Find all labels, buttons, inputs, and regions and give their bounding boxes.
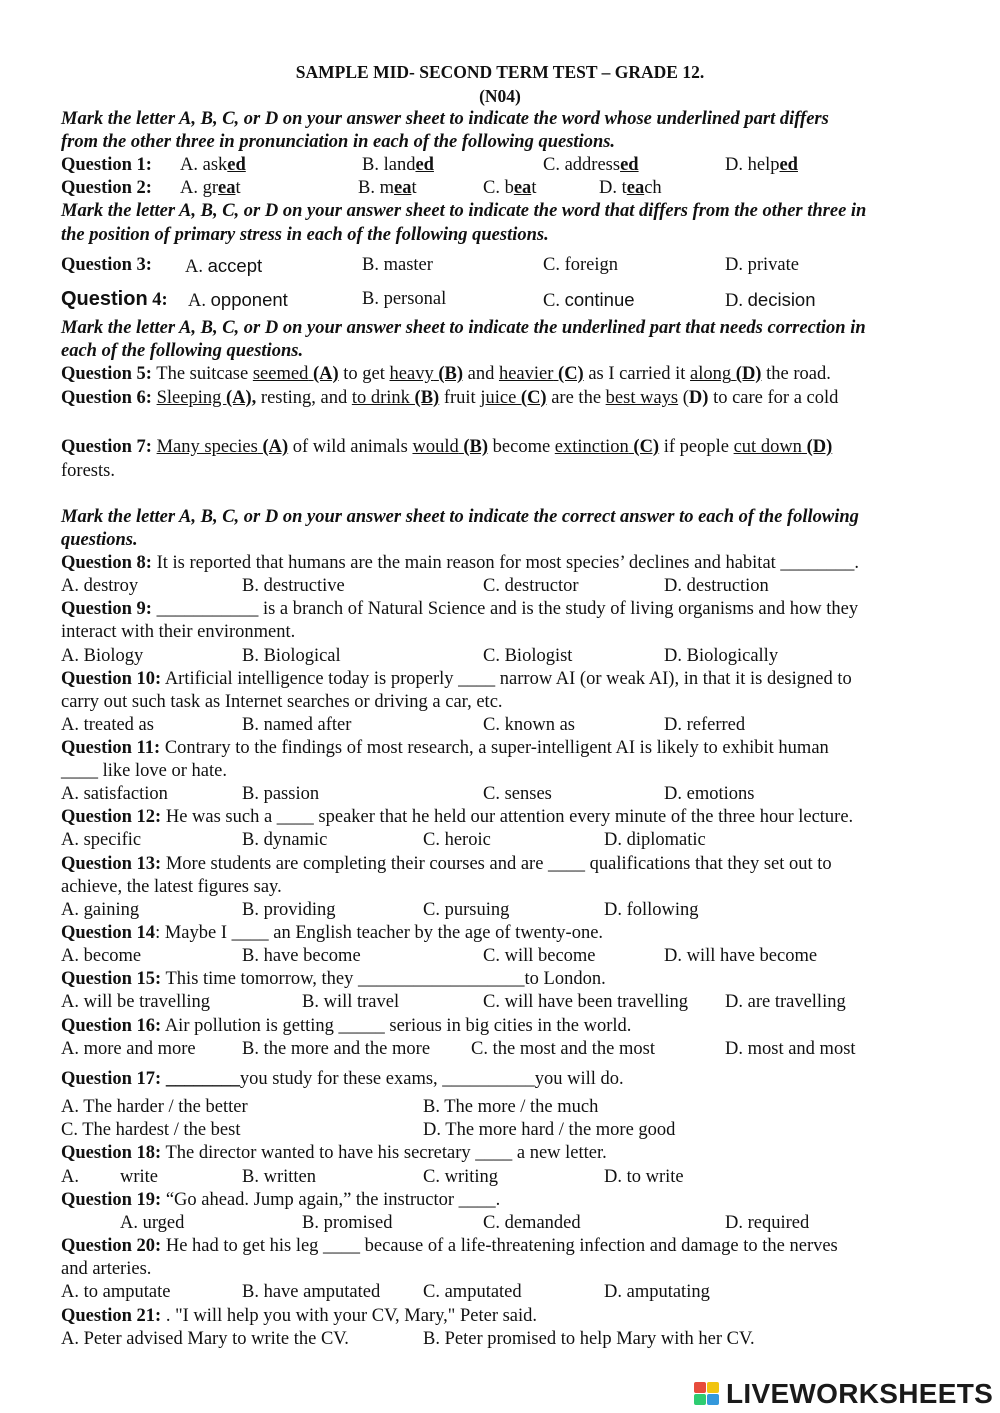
option-b[interactable]: B. dynamic	[242, 830, 328, 850]
option-a[interactable]: write	[120, 1167, 159, 1187]
option-d[interactable]: D. following	[604, 900, 699, 920]
option-c[interactable]: C. Biologist	[483, 646, 573, 666]
option-b[interactable]: B. master	[362, 255, 433, 275]
option-a[interactable]: A. will be travelling	[61, 992, 210, 1012]
question-label: Question 3:	[61, 255, 152, 275]
instruction-correction-2: each of the following questions.	[61, 341, 304, 361]
instruction-correction-1: Mark the letter A, B, C, or D on your answer sheet to indicate the underlined part that needs correction in	[61, 318, 866, 338]
option-b[interactable]: heavy (B)	[389, 364, 463, 384]
question-17: Question 17: ________you study for these exams, __________you will do.	[61, 1069, 624, 1089]
option-d[interactable]: D. helped	[725, 155, 798, 175]
option-c[interactable]: C. pursuing	[423, 900, 510, 920]
option-a[interactable]: A. satisfaction	[61, 784, 168, 804]
option-b[interactable]: B. have become	[242, 946, 361, 966]
option-a[interactable]: A. more and more	[61, 1039, 196, 1059]
option-c[interactable]: C. will have been travelling	[483, 992, 688, 1012]
option-a[interactable]: A. great	[180, 178, 241, 198]
option-c[interactable]: C. demanded	[483, 1213, 581, 1233]
question-20-line-2: and arteries.	[61, 1259, 152, 1279]
option-c[interactable]: C. addressed	[543, 155, 639, 175]
instruction-pronunciation-2: from the other three in pronunciation in each of the following questions.	[61, 132, 616, 152]
option-a[interactable]: Many species (A)	[156, 437, 289, 457]
option-a[interactable]: A. gaining	[61, 900, 140, 920]
option-d[interactable]: D. teach	[599, 178, 662, 198]
question-2	[61, 177, 941, 200]
option-a[interactable]: A. asked	[180, 155, 246, 175]
option-c[interactable]: heavier (C)	[498, 364, 584, 384]
question-21: Question 21: . "I will help you with your CV, Mary," Peter said.	[61, 1306, 538, 1326]
option-b[interactable]: B. personal	[362, 289, 447, 309]
option-a[interactable]: A. The harder / the better	[61, 1097, 248, 1117]
option-d[interactable]: D. decision	[725, 289, 816, 311]
option-a[interactable]: A. specific	[61, 830, 142, 850]
option-d[interactable]: D. most and most	[725, 1039, 856, 1059]
option-d[interactable]: D. referred	[664, 715, 746, 735]
question-3	[61, 254, 941, 277]
option-a-letter[interactable]: A.	[61, 1167, 79, 1187]
option-a[interactable]: A. Biology	[61, 646, 144, 666]
option-b[interactable]: to drink (B)	[351, 388, 440, 408]
question-13: Question 13: More students are completing their courses and are ____ qualifications that they set out to	[61, 854, 832, 874]
option-d[interactable]: D. The more hard / the more good	[423, 1120, 676, 1140]
option-a[interactable]: A. destroy	[61, 576, 139, 596]
option-d[interactable]: D. private	[725, 255, 799, 275]
test-code: (N04)	[479, 86, 521, 106]
question-6: Question 6: Sleeping (A), resting, and to drink (B) fruit juice (C) are the best ways (D) to care for a cold	[61, 388, 839, 408]
question-9: Question 9: ___________ is a branch of Natural Science and is the study of living organisms and how they	[61, 599, 859, 619]
option-a[interactable]: A. accept	[185, 255, 263, 277]
question-9-line-2: interact with their environment.	[61, 622, 296, 642]
option-b[interactable]: would (B)	[412, 437, 489, 457]
option-d[interactable]: D. diplomatic	[604, 830, 706, 850]
question-5: Question 5: The suitcase seemed (A) to get heavy (B) and heavier (C) as I carried it along (D) the road.	[61, 364, 831, 384]
instruction-choice-2: questions.	[61, 530, 138, 550]
option-b[interactable]: B. the more and the more	[242, 1039, 431, 1059]
option-a[interactable]: A. urged	[120, 1213, 185, 1233]
question-8: Question 8: It is reported that humans are the main reason for most species’ declines and habitat ________.	[61, 553, 860, 573]
option-c[interactable]: C. foreign	[543, 255, 619, 275]
option-a[interactable]: seemed (A)	[252, 364, 339, 384]
option-b[interactable]: B. destructive	[242, 576, 345, 596]
option-d[interactable]: best ways	[605, 388, 679, 408]
option-b[interactable]: B. landed	[362, 155, 434, 175]
option-b[interactable]: B. providing	[242, 900, 336, 920]
instruction-stress-1: Mark the letter A, B, C, or D on your answer sheet to indicate the word that differs from the other three in	[61, 201, 867, 221]
option-b[interactable]: B. meat	[358, 178, 417, 198]
option-c[interactable]: C. continue	[543, 289, 635, 311]
instruction-stress-2: the position of primary stress in each of the following questions.	[61, 225, 549, 245]
option-c[interactable]: C. will become	[483, 946, 596, 966]
question-label: Question 4:	[61, 288, 168, 310]
option-b[interactable]: B. Biological	[242, 646, 341, 666]
question-16: Question 16: Air pollution is getting _____ serious in big cities in the world.	[61, 1016, 632, 1036]
question-19: Question 19: “Go ahead. Jump again,” the instructor ____.	[61, 1190, 501, 1210]
option-c[interactable]: C. known as	[483, 715, 575, 735]
option-d[interactable]: D. destruction	[664, 576, 769, 596]
option-b[interactable]: B. Peter promised to help Mary with her CV.	[423, 1329, 755, 1349]
logo-grid-icon	[694, 1382, 720, 1406]
question-10: Question 10: Artificial intelligence today is properly ____ narrow AI (or weak AI), in that it is designed to	[61, 669, 852, 689]
option-b[interactable]: B. written	[242, 1167, 316, 1187]
option-a[interactable]: A. Peter advised Mary to write the CV.	[61, 1329, 349, 1349]
option-b[interactable]: B. passion	[242, 784, 320, 804]
page-title: SAMPLE MID- SECOND TERM TEST – GRADE 12.	[295, 62, 705, 82]
logo-text: LIVEWORKSHEETS	[726, 1378, 994, 1409]
question-11-line-2: ____ like love or hate.	[61, 761, 227, 781]
option-c[interactable]: juice (C)	[480, 388, 547, 408]
option-d[interactable]: along (D)	[690, 364, 762, 384]
option-c[interactable]: C. writing	[423, 1167, 499, 1187]
option-b[interactable]: B. promised	[302, 1213, 393, 1233]
question-13-line-2: achieve, the latest figures say.	[61, 877, 282, 897]
question-14: Question 14: Maybe I ____ an English teacher by the age of twenty-one.	[61, 923, 604, 943]
option-d[interactable]: D. to write	[604, 1167, 684, 1187]
option-d[interactable]: D. required	[725, 1213, 810, 1233]
option-a[interactable]: A. become	[61, 946, 142, 966]
question-7: Question 7: Many species (A) of wild animals would (B) become extinction (C) if people cut down (D)	[61, 437, 833, 457]
option-d[interactable]: D. emotions	[664, 784, 755, 804]
option-c[interactable]: C. amputated	[423, 1282, 522, 1302]
option-b[interactable]: B. named after	[242, 715, 352, 735]
question-7-line-2: forests.	[61, 461, 115, 481]
option-a[interactable]: A. treated as	[61, 715, 154, 735]
option-c[interactable]: C. the most and the most	[471, 1039, 655, 1059]
instruction-choice-1: Mark the letter A, B, C, or D on your answer sheet to indicate the correct answer to each of the following	[61, 507, 859, 527]
option-b[interactable]: B. will travel	[302, 992, 400, 1012]
option-a[interactable]: A. to amputate	[61, 1282, 171, 1302]
option-c[interactable]: extinction (C)	[554, 437, 660, 457]
question-20: Question 20: He had to get his leg ____ because of a life-threatening infection and damage to the nerves	[61, 1236, 838, 1256]
option-d[interactable]: D. Biologically	[664, 646, 779, 666]
question-12: Question 12: He was such a ____ speaker that he held our attention every minute of the three hour lecture.	[61, 807, 854, 827]
option-a[interactable]: A. opponent	[188, 289, 288, 311]
question-4	[61, 288, 941, 312]
option-d[interactable]: D. will have become	[664, 946, 818, 966]
option-c[interactable]: C. senses	[483, 784, 552, 804]
option-c[interactable]: C. beat	[483, 178, 537, 198]
question-18: Question 18: The director wanted to have his secretary ____ a new letter.	[61, 1143, 607, 1163]
instruction-pronunciation-1: Mark the letter A, B, C, or D on your answer sheet to indicate the word whose underlined part differs	[61, 109, 829, 129]
option-b[interactable]: B. have amputated	[242, 1282, 381, 1302]
option-c[interactable]: C. destructor	[483, 576, 579, 596]
option-c[interactable]: C. heroic	[423, 830, 491, 850]
question-11: Question 11: Contrary to the findings of most research, a super-intelligent AI is likely to exhibit human	[61, 738, 829, 758]
option-b[interactable]: B. The more / the much	[423, 1097, 599, 1117]
option-d[interactable]: D. are travelling	[725, 992, 846, 1012]
question-label: Question 1:	[61, 155, 152, 175]
option-a[interactable]: Sleeping (A),	[156, 388, 257, 408]
question-15: Question 15: This time tomorrow, they __________________to London.	[61, 969, 606, 989]
option-d[interactable]: cut down (D)	[733, 437, 833, 457]
question-label: Question 2:	[61, 178, 152, 198]
option-c[interactable]: C. The hardest / the best	[61, 1120, 241, 1140]
option-d[interactable]: D. amputating	[604, 1282, 710, 1302]
question-10-line-2: carry out such task as Internet searches or driving a car, etc.	[61, 692, 503, 712]
question-1	[61, 154, 941, 177]
